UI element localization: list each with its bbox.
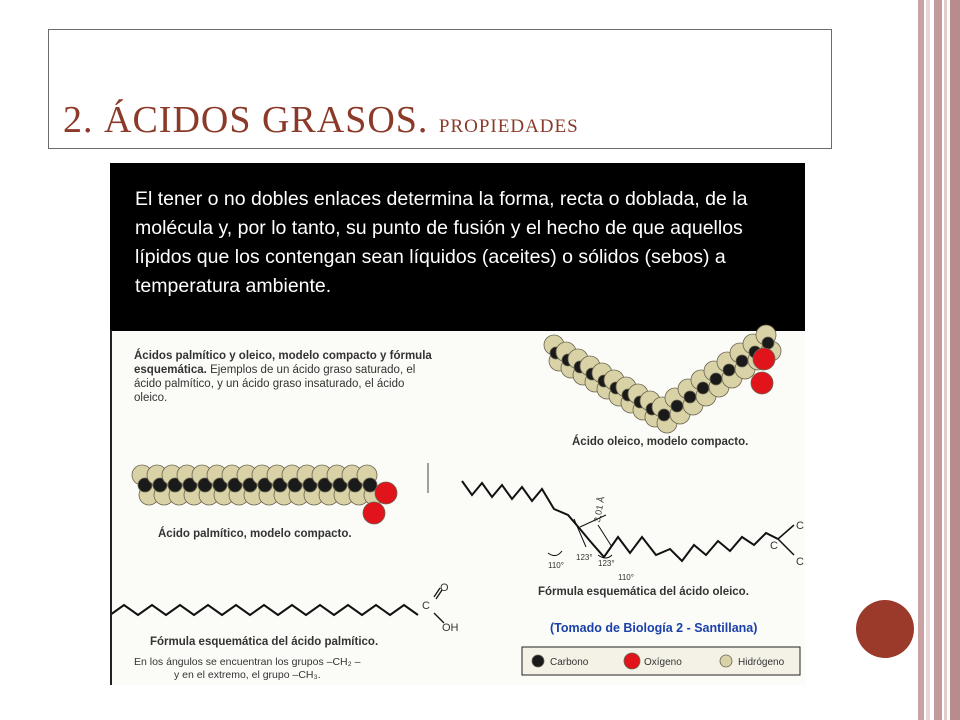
oleic-compact-model <box>544 325 781 433</box>
figure-left-edge <box>110 330 112 685</box>
angle-label: 123° <box>598 559 615 568</box>
title-main: 2. ÁCIDOS GRASOS. <box>63 99 429 141</box>
atom <box>723 364 735 376</box>
border-stripe <box>934 0 942 720</box>
palmitic-formula-label: Fórmula esquemática del ácido palmítico. <box>150 636 379 648</box>
legend-label: Oxígeno <box>644 657 682 668</box>
atom <box>697 382 709 394</box>
oleic-c-label: C <box>770 540 778 552</box>
palmitic-o-label: O <box>440 582 449 594</box>
caption-bold: Ácidos palmítico y oleico, modelo compacto y fórmula esquemática. <box>134 350 432 376</box>
atom <box>532 655 544 667</box>
atom <box>753 348 775 370</box>
border-stripe <box>918 0 924 720</box>
angle-label: 123° <box>576 553 593 562</box>
atom <box>624 653 640 669</box>
oleic-compact-label: Ácido oleico, modelo compacto. <box>572 436 749 448</box>
atom <box>736 355 748 367</box>
atom <box>375 482 397 504</box>
atom <box>720 655 732 667</box>
title-box <box>48 29 832 149</box>
palmitic-compact-label: Ácido palmítico, modelo compacto. <box>158 528 352 540</box>
decorative-circle <box>856 600 914 658</box>
figure-caption <box>134 349 434 405</box>
palmitic-formula-chain <box>110 605 418 615</box>
slide-title <box>63 98 579 142</box>
atom <box>762 337 774 349</box>
atom <box>684 391 696 403</box>
figure-drawing <box>110 163 805 685</box>
atom <box>710 373 722 385</box>
oleic-o-label: C <box>796 520 804 532</box>
angle-label: 110° <box>618 573 634 582</box>
palmitic-oh-label: OH <box>442 622 459 634</box>
source-note: (Tomado de Biología 2 - Santillana) <box>550 621 758 635</box>
content-image <box>110 163 805 685</box>
border-stripe <box>926 0 930 720</box>
title-sub: propiedades <box>438 108 579 138</box>
atom <box>363 478 377 492</box>
bond-length-label: 3,01 Å <box>591 495 607 524</box>
intro-text: El tener o no dobles enlaces determina la forma, recta o doblada, de la molécula y, por lo tanto, su punto de fusión y el hecho de que aquellos lípidos que los contengan sean líquidos (aceites) o sólidos (sebos) a temperatura ambiente. <box>135 188 748 297</box>
caption-rest: Ejemplos de un ácido graso saturado, el ácido palmítico, y un ácido graso insaturado, el ácido oleico. <box>134 364 416 404</box>
atom <box>658 409 670 421</box>
oleic-formula-chain <box>462 481 778 561</box>
border-stripe <box>950 0 960 720</box>
atom <box>363 502 385 524</box>
palmitic-compact-model <box>132 465 397 524</box>
border-stripe <box>944 0 947 720</box>
angles-note-2: y en el extremo, el grupo –CH₃. <box>174 669 321 681</box>
legend-label: Carbono <box>550 657 589 668</box>
oleic-oh-label: C <box>796 556 804 568</box>
angle-label: 110° <box>548 561 564 570</box>
atom <box>751 372 773 394</box>
legend-label: Hidrógeno <box>738 657 785 668</box>
angles-note-1: En los ángulos se encuentran los grupos –CH₂ – <box>134 656 361 668</box>
palmitic-c-label: C <box>422 600 430 612</box>
oleic-formula-label: Fórmula esquemática del ácido oleico. <box>538 586 749 598</box>
atom <box>671 400 683 412</box>
